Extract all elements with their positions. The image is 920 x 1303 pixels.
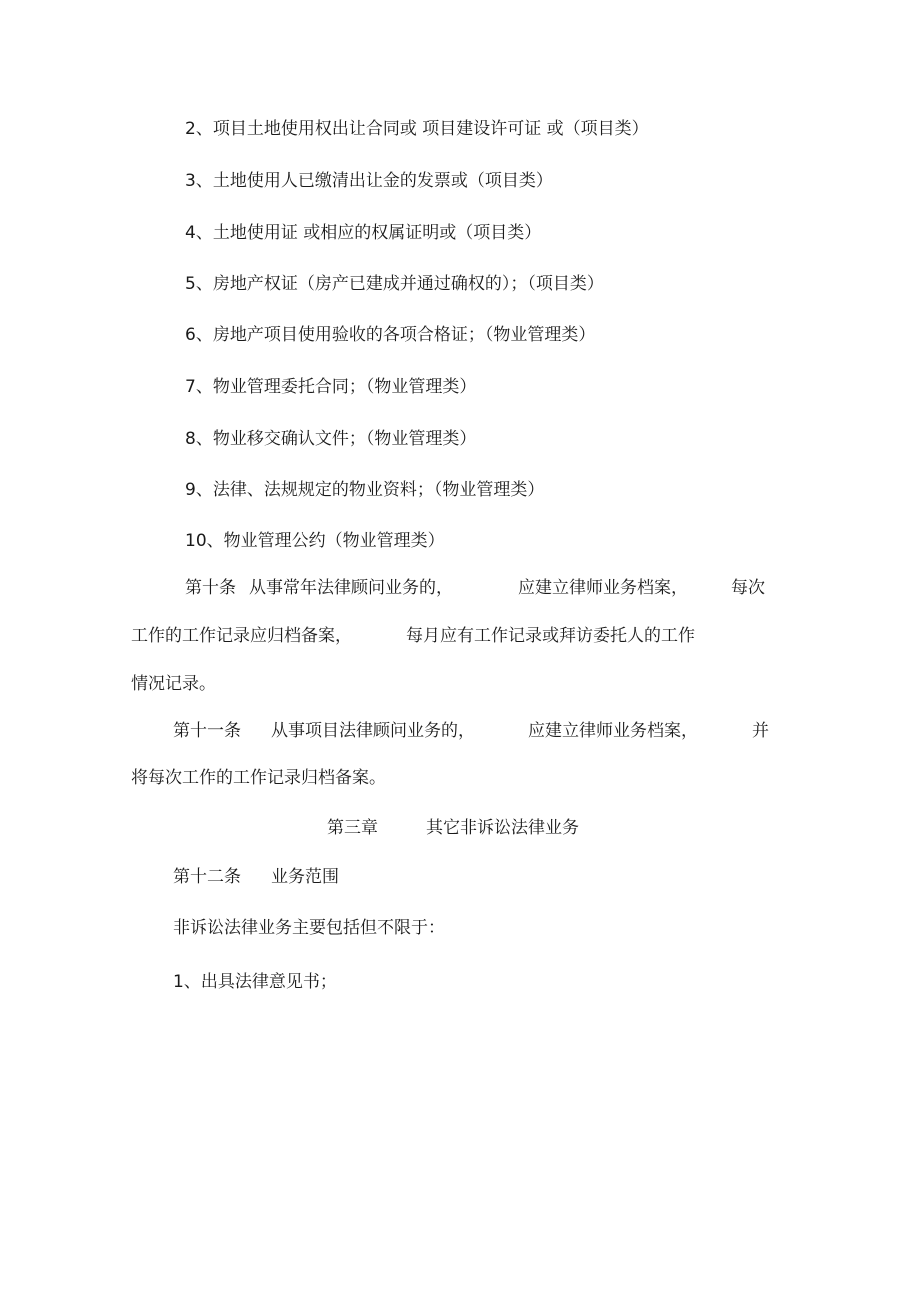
article-12-heading: 第十二条	[173, 867, 241, 887]
article-11-text: 从事项目法律顾问业务的，	[271, 721, 475, 741]
article-10-text: 从事常年法律顾问业务的，	[249, 578, 453, 598]
article-11-text: 应建立律师业务档案，	[528, 721, 698, 741]
list-item: 7、物业管理委托合同；（物业管理类）	[185, 377, 477, 397]
article-10-text: 应建立律师业务档案，	[518, 578, 688, 598]
list-item: 8、物业移交确认文件；（物业管理类）	[185, 429, 477, 449]
article-12-title: 业务范围	[271, 867, 339, 887]
article-10-text: 每月应有工作记录或拜访委托人的工作	[406, 626, 695, 646]
list-item: 1、出具法律意见书；	[173, 972, 337, 992]
list-item: 4、土地使用证 或相应的权属证明或（项目类）	[185, 223, 542, 243]
article-10-heading: 第十条	[185, 578, 236, 598]
article-10-text: 每次	[731, 578, 765, 598]
article-12-intro: 非诉讼法律业务主要包括但不限于：	[173, 918, 445, 938]
article-11-text: 将每次工作的工作记录归档备案。	[131, 768, 386, 788]
article-11-heading: 第十一条	[173, 721, 241, 741]
list-item: 2、项目土地使用权出让合同或 项目建设许可证 或（项目类）	[185, 119, 649, 139]
chapter-number: 第三章	[327, 818, 378, 838]
list-item: 3、土地使用人已缴清出让金的发票或（项目类）	[185, 171, 553, 191]
list-item: 5、房地产权证（房产已建成并通过确权的）；（项目类）	[185, 274, 604, 294]
article-11-text: 并	[752, 721, 769, 741]
list-item: 6、房地产项目使用验收的各项合格证；（物业管理类）	[185, 325, 596, 345]
list-item: 10、物业管理公约（物业管理类）	[185, 531, 445, 551]
chapter-title: 其它非诉讼法律业务	[426, 818, 579, 838]
article-10-text: 情况记录。	[131, 674, 216, 694]
list-item: 9、法律、法规规定的物业资料；（物业管理类）	[185, 480, 545, 500]
article-10-text: 工作的工作记录应归档备案，	[131, 626, 352, 646]
